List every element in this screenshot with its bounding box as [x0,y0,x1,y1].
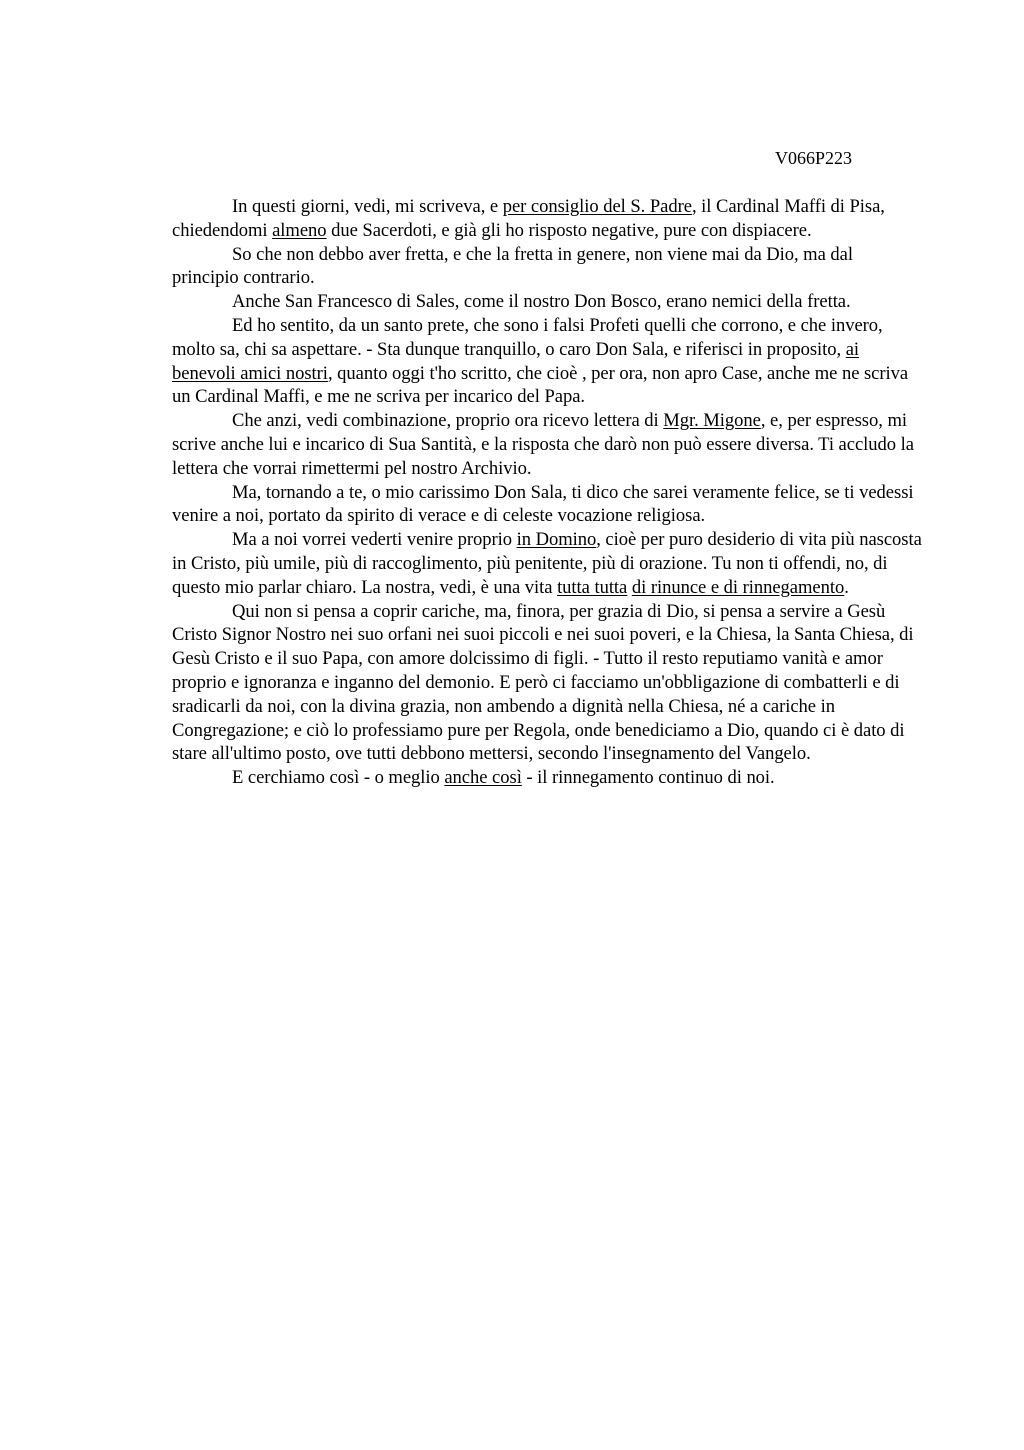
text-run: In questi giorni, vedi, mi scriveva, e [232,196,503,217]
text-run: , il Cardinal Maffi di Pisa, chiedendomi [172,196,885,241]
text-run: , cioè per puro desiderio di vita più nascosta in Cristo, più umile, più di raccoglimento, più penitente, più di orazione. Tu non ti offendi, no, di questo mio parlar chiaro. La nostra, vedi, è una vita [172,529,922,598]
text-run: Ed ho sentito, da un santo prete, che sono i falsi Profeti quelli che corrono, e che invero, molto sa, chi sa aspettare. - Sta dunque tranquillo, o caro Don Sala, e riferisci in proposito, [172,314,883,360]
page-reference: V066P223 [775,148,853,168]
underlined-text: Mgr. Migone [663,410,761,432]
text-run: , quanto oggi t'ho scritto, che cioè , per ora, non apro Case, anche me ne scriva un Cardinal Maffi, e me ne scriva per incarico del Papa. [172,362,909,408]
underlined-text: di rinunce e di rinnegamento [631,576,845,598]
paragraph [172,314,922,409]
underlined-text: anche così [444,767,522,789]
text-run: E cerchiamo così - o meglio [232,767,445,789]
paragraph [172,290,922,314]
underlined-text: in Domino [516,529,597,551]
text-run: Anche San Francesco di Sales, come il nostro Don Bosco, erano nemici della fretta. [232,291,851,313]
text-run: due Sacerdoti, e già gli ho risposto negative, pure con dispiacere. [326,219,812,241]
paragraph [172,481,922,529]
paragraph [172,243,922,291]
text-run: - il rinnegamento continuo di noi. [521,767,775,789]
paragraph [172,766,922,790]
paragraph [172,409,922,480]
text-run: Qui non si pensa a coprir cariche, ma, finora, per grazia di Dio, si pensa a servire a Gesù Cristo Signor Nostro nei suo orfani nei suoi piccoli e nei suoi poveri, e la Chiesa, la Santa Chiesa, di Gesù Cristo e il suo Papa, con amore dolcissimo di figli. - Tutto il resto reputiamo vanità e amor proprio e ignoranza e inganno del demonio. E però ci facciamo un'obbligazione di combatterli e di sradicarli da noi, con la divina grazia, non ambendo a dignità nella Chiesa, né a cariche in Congregazione; e ciò lo professiamo pure per Regola, onde benediciamo a Dio, quando ci è dato di stare all'ultimo posto, ove tutti debbono mettersi, secondo l'insegnamento del Vangelo. [172,600,914,765]
letter-body [172,195,922,790]
underlined-text: per consiglio del S. Padre [502,196,692,217]
paragraph [172,528,922,599]
text-run: . [844,576,849,598]
text-run: So che non debbo aver fretta, e che la fretta in genere, non viene mai da Dio, ma dal principio contrario. [172,243,853,289]
underlined-text: tutta tutta [557,576,628,598]
paragraph [172,600,922,767]
text-run: , e, per espresso, mi scrive anche lui e incarico di Sua Santità, e la risposta che darò non può essere diversa. Ti accludo la lettera che vorrai rimettermi pel nostro Archivio. [172,410,914,479]
paragraph [172,195,922,243]
text-run: Ma a noi vorrei vederti venire proprio [232,529,517,551]
text-run: Che anzi, vedi combinazione, proprio ora ricevo lettera di [232,410,664,432]
underlined-text: almeno [272,219,327,241]
text-run: Ma, tornando a te, o mio carissimo Don Sala, ti dico che sarei veramente felice, se ti vedessi venire a noi, portato da spirito di verace e di celeste vocazione religiosa. [172,481,914,527]
underlined-text: ai benevoli amici nostri [172,338,860,384]
